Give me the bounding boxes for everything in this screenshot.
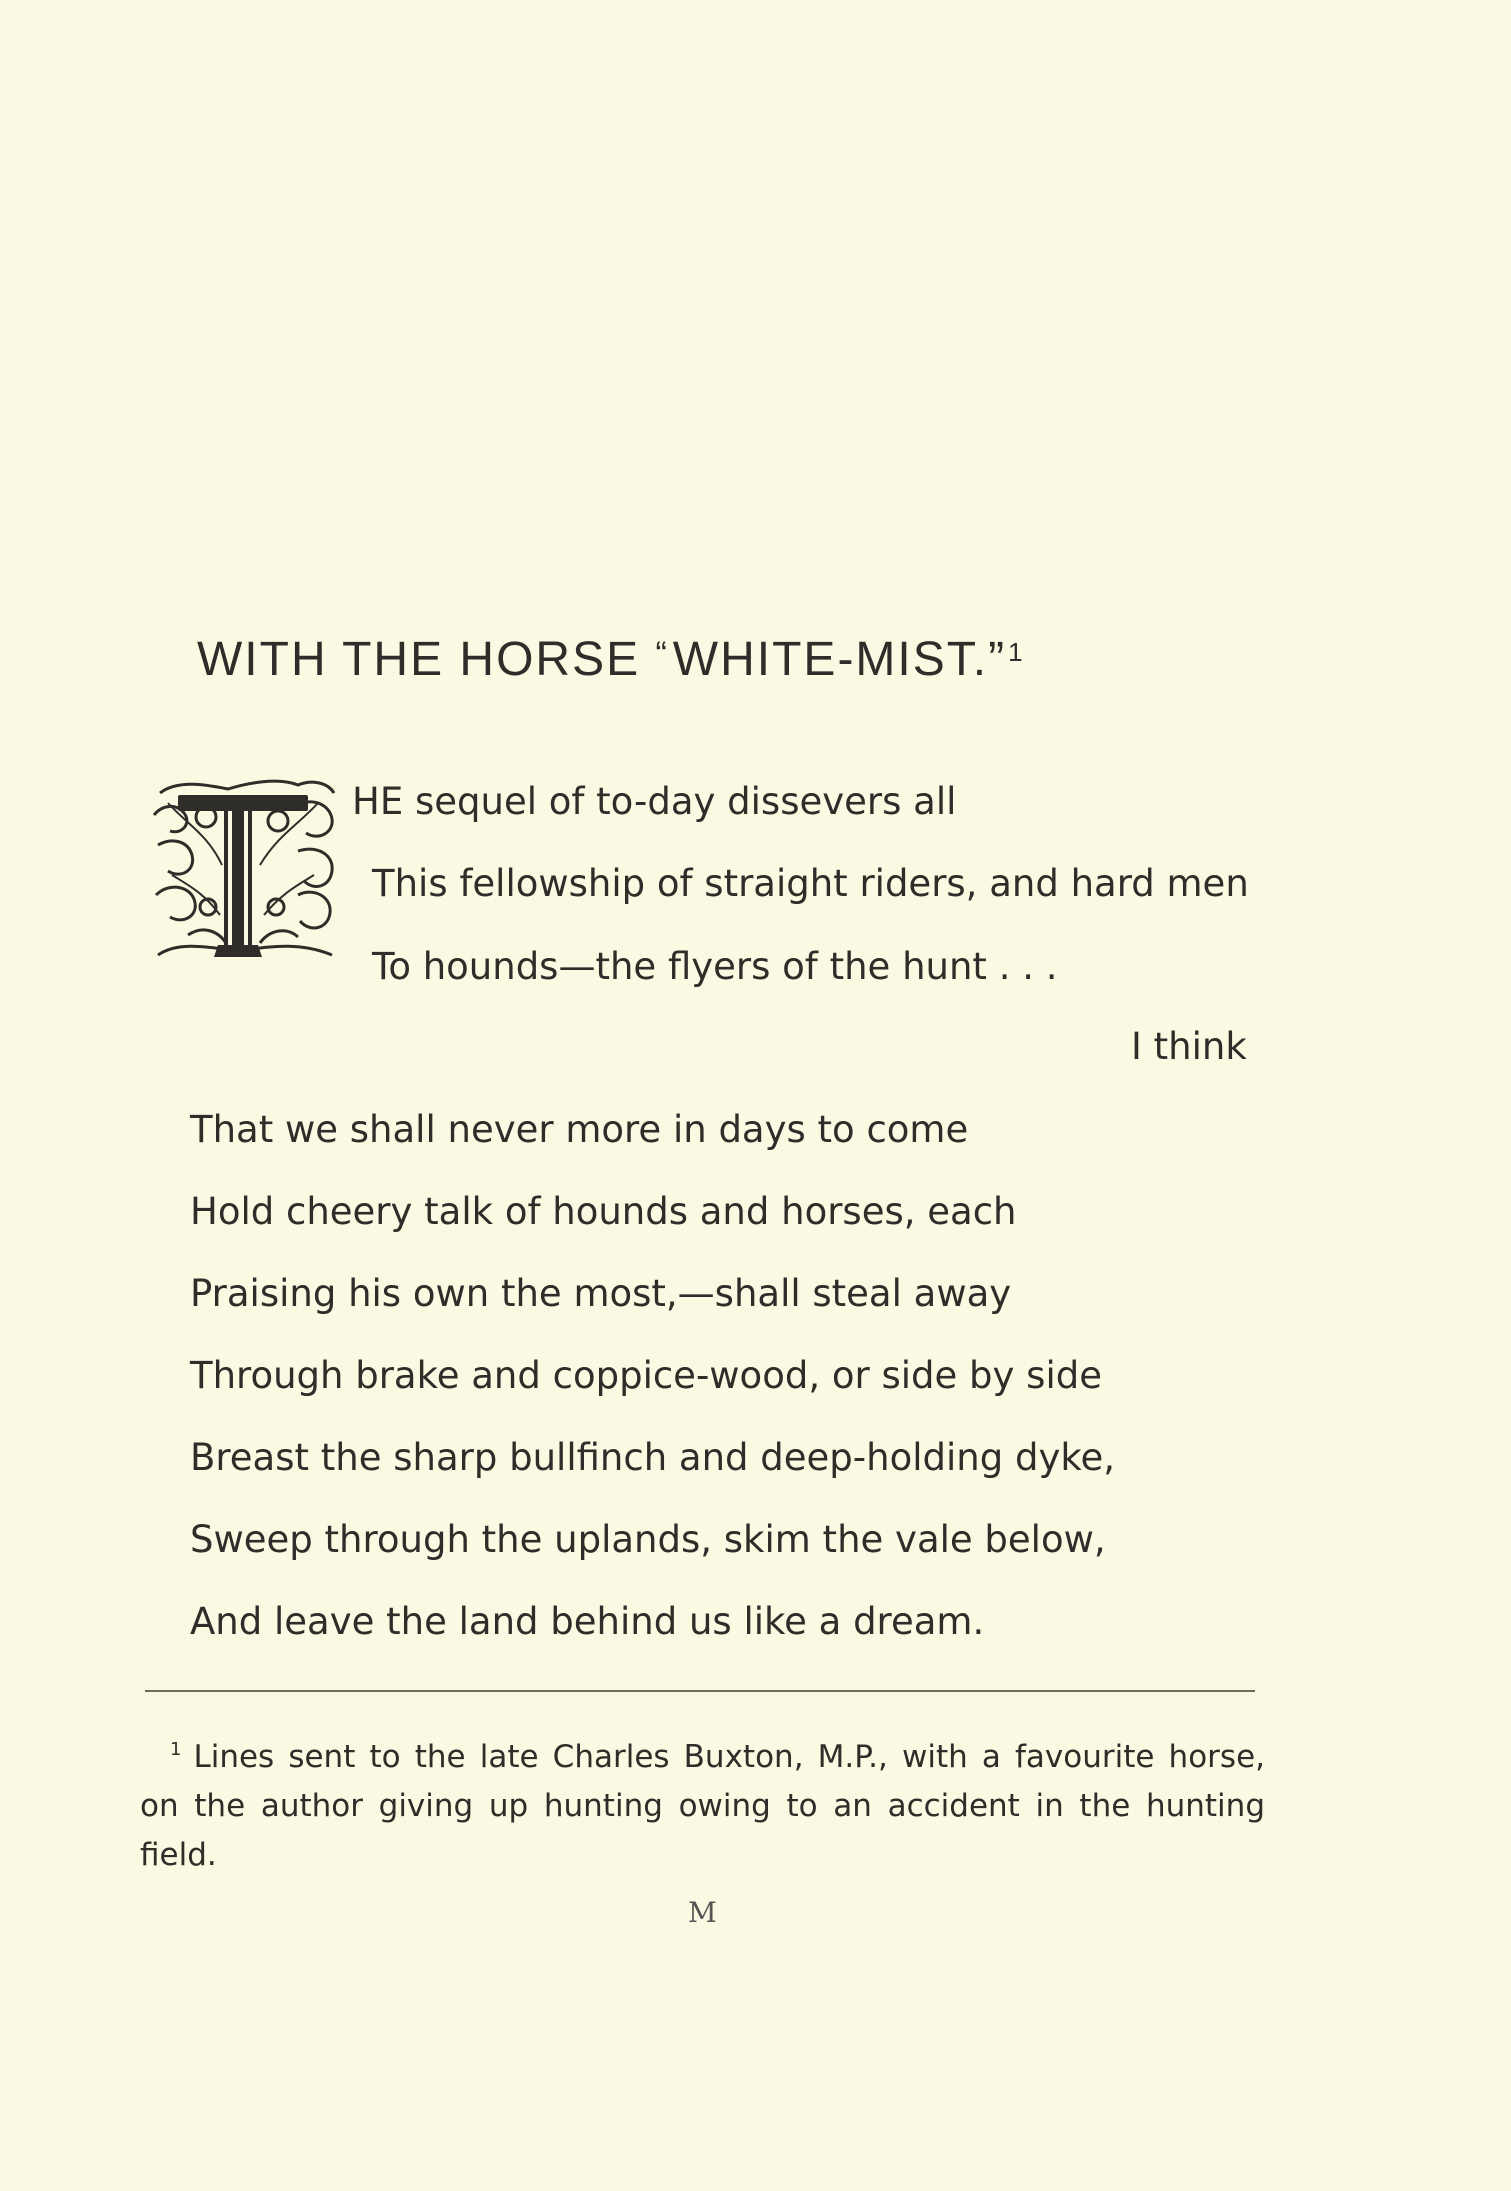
- poem-line-1: HE sequel of to-day dissevers all: [352, 780, 957, 823]
- poem-line-3: To hounds—the flyers of the hunt . . .: [372, 945, 1058, 988]
- poem-title: [197, 632, 1025, 687]
- poem-line-2: This fellowship of straight riders, and hard men: [372, 862, 1249, 905]
- title-open-quote: “: [655, 635, 667, 673]
- title-footnote-marker: 1: [1008, 637, 1025, 667]
- poem-line-5: That we shall never more in days to come: [190, 1108, 969, 1151]
- dropcap-ornament-icon: [148, 775, 338, 970]
- poem-line-11: And leave the land behind us like a dream.: [190, 1600, 985, 1643]
- title-main: WITH THE HORSE: [197, 633, 641, 686]
- poem-line-9: Breast the sharp bullfinch and deep-holding dyke,: [190, 1436, 1115, 1479]
- title-name: WHITE-MIST.”: [672, 633, 1007, 686]
- poem-line-8: Through brake and coppice-wood, or side by side: [190, 1354, 1102, 1397]
- footnote: [140, 1725, 1265, 1880]
- poem-line-7: Praising his own the most,—shall steal away: [190, 1272, 1012, 1315]
- poem-line-10: Sweep through the uplands, skim the vale below,: [190, 1518, 1106, 1561]
- signature-mark: M: [688, 1896, 718, 1929]
- footnote-text: Lines sent to the late Charles Buxton, M.P., with a favourite horse, on the author giving up hunting owing to an accident in the hunting field.: [140, 1739, 1265, 1873]
- ornamental-dropcap: [148, 775, 338, 970]
- poem-line-4: I think: [1131, 1025, 1247, 1068]
- footnote-marker: 1: [170, 1739, 182, 1760]
- footnote-divider: [145, 1690, 1255, 1692]
- poem-line-6: Hold cheery talk of hounds and horses, each: [190, 1190, 1017, 1233]
